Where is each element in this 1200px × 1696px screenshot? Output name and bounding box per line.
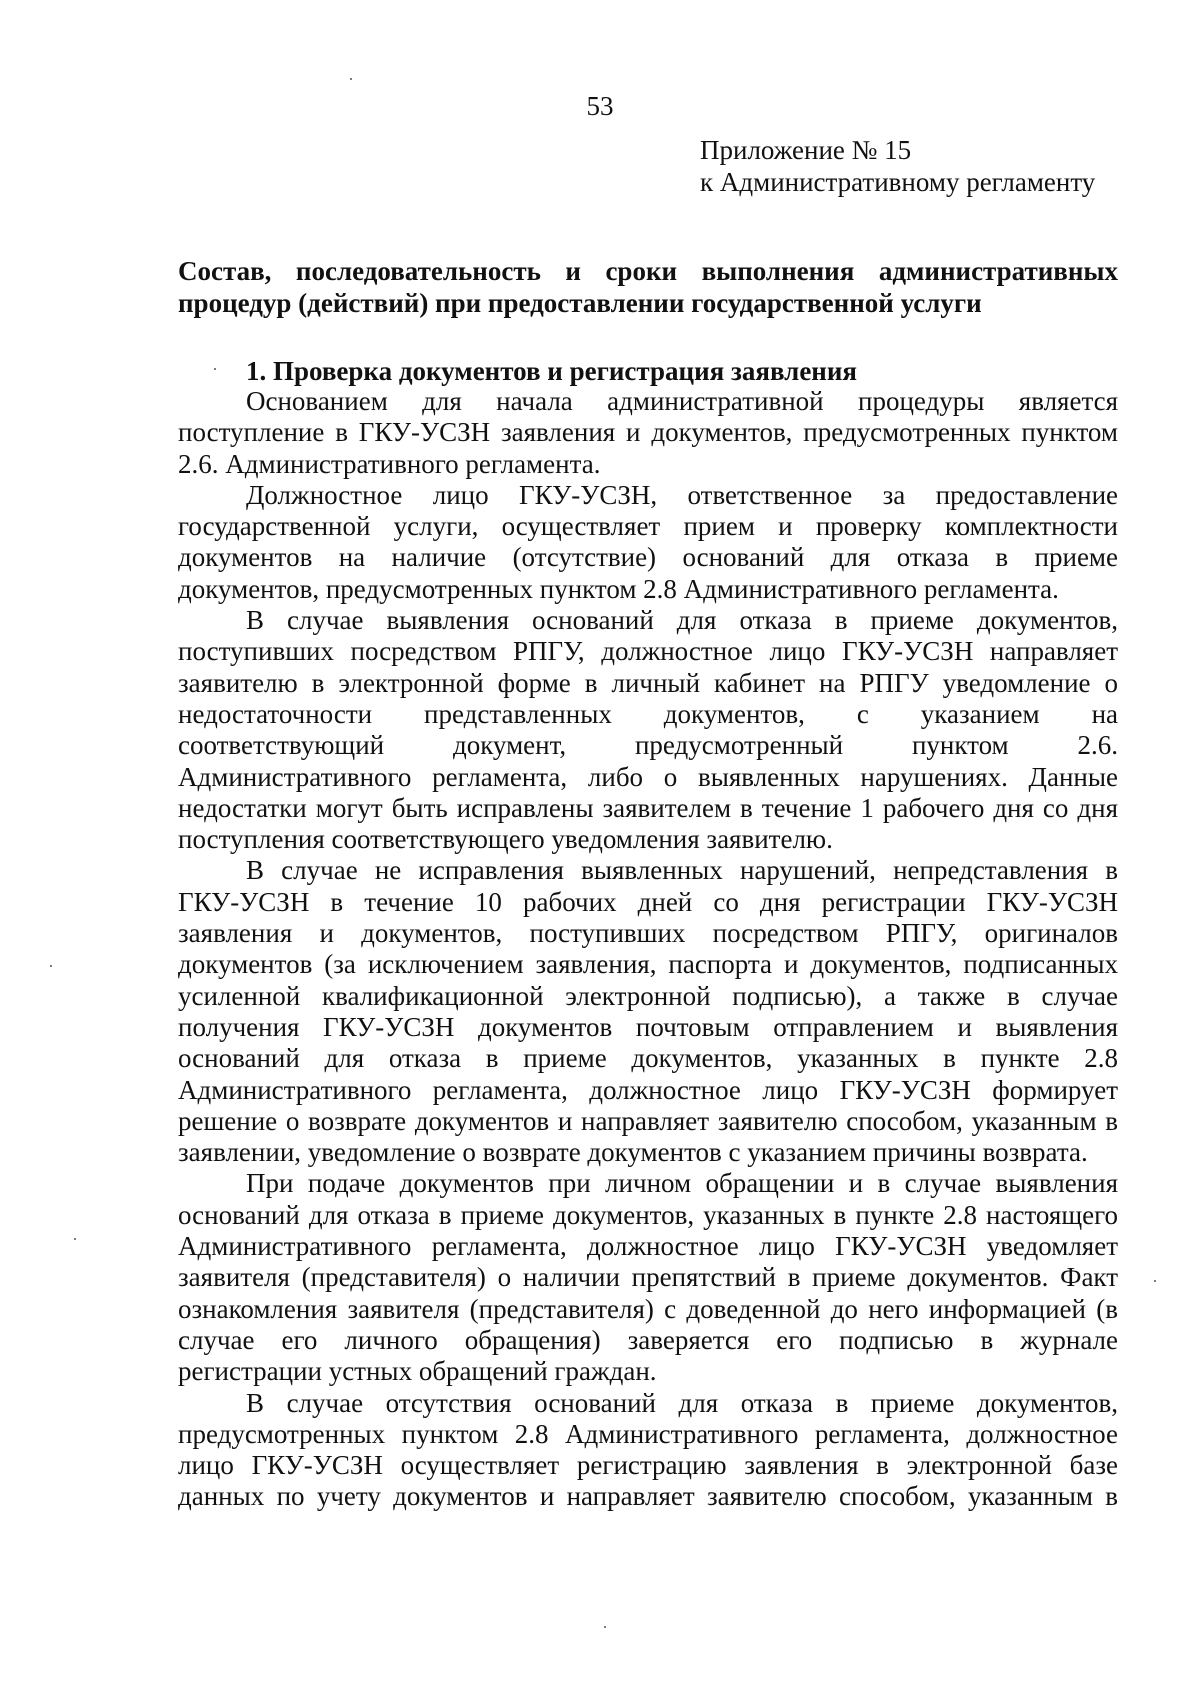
- text-line: ознакомления заявителя (представителя) с доведенной до него информацией (в: [178, 1293, 1118, 1324]
- text-line: Административного регламента, должностное лицо ГКУ-УСЗН уведомляет: [178, 1231, 1118, 1262]
- text-line: заявления и документов, поступивших посредством РПГУ, оригиналов: [178, 918, 1118, 949]
- text-line: Должностное лицо ГКУ-УСЗН, ответственное за предоставление: [246, 479, 1118, 510]
- scan-speck: [350, 78, 352, 80]
- text-line: случае его личного обращения) заверяется его подписью в журнале: [178, 1324, 1118, 1355]
- text-line: заявителю в электронной форме в личный кабинет на РПГУ уведомление о: [178, 667, 1118, 698]
- paragraph-3: [178, 605, 1118, 855]
- scan-speck: [74, 1238, 76, 1240]
- text-line: поступивших посредством РПГУ, должностное лицо ГКУ-УСЗН направляет: [178, 636, 1118, 667]
- appendix-note: [700, 134, 1095, 198]
- paragraph-2: [178, 480, 1118, 605]
- text-line: документов, предусмотренных пунктом 2.8 Административного регламента.: [178, 573, 1059, 604]
- title-line-2: процедур (действий) при предоставлении государственной услуги: [178, 288, 982, 318]
- text-line: поступления соответствующего уведомления заявителю.: [178, 824, 833, 855]
- text-line: В случае не исправления выявленных нарушений, непредставления в: [246, 855, 1118, 886]
- text-line: При подаче документов при личном обращении и в случае выявления: [246, 1168, 1118, 1199]
- text-line: документов (за исключением заявления, паспорта и документов, подписанных: [178, 949, 1118, 980]
- paragraph-1: [178, 386, 1118, 480]
- scan-speck: [214, 368, 216, 370]
- text-line: предусмотренных пунктом 2.8 Административного регламента, должностное: [178, 1418, 1118, 1449]
- text-line: решение о возврате документов и направляет заявителю способом, указанным в: [178, 1105, 1118, 1136]
- text-line: оснований для отказа в приеме документов, указанных в пункте 2.8 настоящего: [178, 1199, 1118, 1230]
- text-line: данных по учету документов и направляет заявителю способом, указанным в: [178, 1481, 1118, 1512]
- scan-speck: [1154, 1280, 1156, 1282]
- text-line: недостатки могут быть исправлены заявителем в течение 1 рабочего дня со дня: [178, 792, 1118, 823]
- text-line: заявлении, уведомление о возврате документов с указанием причины возврата.: [178, 1137, 1088, 1168]
- text-line: 2.6. Административного регламента.: [178, 448, 601, 479]
- text-line: В случае отсутствия оснований для отказа в приеме документов,: [246, 1387, 1118, 1418]
- section-heading: 1. Проверка документов и регистрация заявления: [246, 356, 858, 386]
- paragraph-4: [178, 855, 1118, 1168]
- scan-speck: [50, 965, 52, 967]
- text-line: поступление в ГКУ-УСЗН заявления и документов, предусмотренных пунктом: [178, 417, 1118, 448]
- text-line: Основанием для начала административной процедуры является: [246, 386, 1118, 416]
- body-text: [178, 386, 1118, 1513]
- text-line: заявителя (представителя) о наличии препятствий в приеме документов. Факт: [178, 1262, 1118, 1293]
- text-line: государственной услуги, осуществляет прием и проверку комплектности: [178, 511, 1118, 542]
- text-line: недостаточности представленных документов, с указанием на: [178, 698, 1118, 729]
- page-number: 53: [586, 91, 614, 121]
- appendix-reference: к Административному регламенту: [700, 167, 1096, 197]
- text-line: Административного регламента, либо о выявленных нарушениях. Данные: [178, 761, 1118, 792]
- appendix-number: Приложение № 15: [700, 135, 912, 165]
- paragraph-6: [178, 1388, 1118, 1513]
- text-line: ГКУ-УСЗН в течение 10 рабочих дней со дня регистрации ГКУ-УСЗН: [178, 886, 1118, 917]
- text-line: Административного регламента, должностное лицо ГКУ-УСЗН формирует: [178, 1074, 1118, 1105]
- text-line: соответствующий документ, предусмотренный пунктом 2.6.: [178, 730, 1118, 761]
- text-line: усиленной квалификационной электронной подписью), а также в случае: [178, 980, 1118, 1011]
- text-line: В случае выявления оснований для отказа в приеме документов,: [246, 605, 1118, 636]
- document-title: [178, 255, 1118, 319]
- text-line: регистрации устных обращений граждан.: [178, 1356, 657, 1387]
- text-line: получения ГКУ-УСЗН документов почтовым отправлением и выявления: [178, 1011, 1118, 1042]
- text-line: оснований для отказа в приеме документов, указанных в пункте 2.8: [178, 1043, 1118, 1074]
- paragraph-5: [178, 1168, 1118, 1387]
- title-line-1: Состав, последовательность и сроки выполнения административных: [178, 256, 1118, 286]
- scan-speck: [604, 1626, 606, 1628]
- text-line: документов на наличие (отсутствие) оснований для отказа в приеме: [178, 542, 1118, 573]
- text-line: лицо ГКУ-УСЗН осуществляет регистрацию заявления в электронной базе: [178, 1450, 1118, 1481]
